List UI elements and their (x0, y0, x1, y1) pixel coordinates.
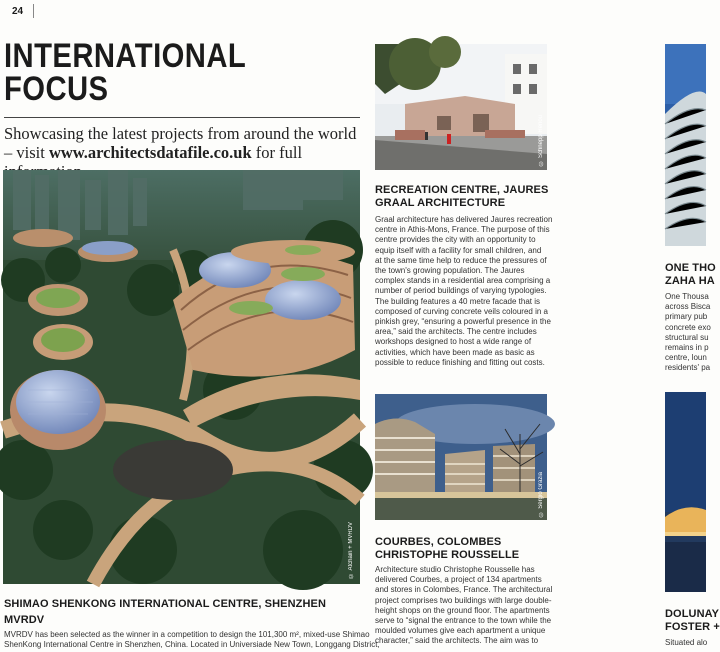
body-line: concrete exo (665, 322, 711, 332)
body-line: remains in p (665, 343, 709, 353)
courbes-article-title (375, 536, 555, 562)
body-line: at the same time help to reduce the pressures of (375, 255, 547, 265)
dolunay-title-line-2: FOSTER + (665, 621, 720, 633)
body-line: possible to reduce finishing and fitting out costs. (375, 357, 545, 367)
body-line: centre provides the city with an opportunity to (375, 235, 536, 245)
intro-text-before: Showcasing the latest projects from around the world – visit (4, 124, 357, 162)
courbes-title-line-2: CHRISTOPHE ROUSSELLE (375, 549, 520, 561)
recreation-title-line-1: RECREATION CENTRE, JAURES (375, 184, 549, 196)
body-line: serve to “signal the entrance to the town while the (375, 616, 552, 626)
body-line: equip itself with a facility for small children, and (375, 245, 542, 255)
body-line: Graal architecture has delivered Jaures recreation (375, 215, 553, 224)
body-line: and stores in Colombes, France. The architectural (375, 585, 553, 595)
main-article-title (4, 598, 364, 627)
body-line: residents' pa (665, 363, 711, 373)
section-headline (4, 37, 305, 108)
image-dolunay (665, 392, 706, 592)
courbes-image-credit: © Sergio Grazia (538, 471, 544, 516)
body-line: One Thousa (665, 292, 709, 301)
main-article-body-line-1: MVRDV has been selected as the winner in a competition to design the 101,300 m², mixed-use Shimao (4, 630, 370, 639)
recreation-article-body (375, 215, 555, 368)
body-line: Architecture studio Christophe Rousselle has (375, 565, 535, 574)
page-number: 24 (12, 6, 24, 17)
image-one-thousand (665, 44, 706, 246)
one-thousand-title-line-2: ZAHA HA (665, 275, 715, 287)
main-article-title-line-2: MVRDV (4, 614, 45, 626)
body-line: moulded volumes give each apartment a unique (375, 626, 546, 636)
body-line: number of period buildings of varying typologies. (375, 286, 547, 296)
one-thousand-title-line-1: ONE THO (665, 262, 716, 274)
main-article-title-line-1: SHIMAO SHENKONG INTERNATIONAL CENTRE, SHENZHEN (4, 598, 326, 610)
body-line: complex stands in a residential area comprising a (375, 276, 551, 286)
body-line: structural su (665, 332, 709, 342)
headline-rule (4, 117, 360, 118)
headline-line-2: FOCUS (4, 70, 109, 108)
body-line: across Bisca (665, 302, 711, 312)
body-line: centre in Athis-Mons, France. The purpose of this (375, 225, 550, 235)
image-courbes (375, 394, 547, 520)
courbes-title-line-1: COURBES, COLOMBES (375, 536, 502, 548)
one-thousand-title (665, 262, 716, 288)
body-line: height shops on the ground floor. The apartments (375, 605, 550, 615)
body-line: workshops designed to host a wide range of (375, 337, 532, 347)
body-line: Situated alo (665, 638, 708, 647)
body-line: project comprises two buildings with large double- (375, 595, 552, 605)
courbes-article-body (375, 565, 555, 647)
main-image-shimao (3, 170, 360, 584)
body-line: primary pub (665, 312, 708, 322)
body-line: composed of curving concrete veils coloured in a (375, 306, 548, 316)
main-article-body-line-2: ShenKong International Centre in Shenzhen, China. Located in Universiade New Town, Longgang District, (4, 640, 380, 650)
body-line: The building features a 40 metre facade that is (375, 296, 540, 306)
body-line: area,” said the architects. The centre includes (375, 327, 537, 337)
intro-text-after: for full (255, 143, 303, 162)
intro-link[interactable]: www.architectsdatafile.co.uk (48, 143, 252, 162)
body-line: centre, loun (665, 353, 707, 363)
body-line: the town's growing population. The Jaures (375, 266, 525, 276)
recreation-image-credit: © Schnepp Renou (538, 115, 544, 166)
headline-line-1: INTERNATIONAL (4, 37, 247, 75)
one-thousand-body (665, 292, 710, 374)
image-recreation-centre (375, 44, 547, 170)
recreation-title-line-2: GRAAL ARCHITECTURE (375, 197, 506, 209)
body-line: pinkish grey, “ensuring a powerful presence in the (375, 317, 551, 327)
body-line: delivered Courbes, a project of 134 apartments (375, 575, 542, 585)
main-image-credit: © Atchain + MVRDV (348, 522, 354, 578)
body-line: activities, which have been made as basic as (375, 347, 535, 357)
recreation-article-title (375, 184, 555, 210)
dolunay-title-line-1: DOLUNAY (665, 608, 720, 620)
dolunay-body (665, 638, 710, 648)
page-number-divider (33, 4, 34, 18)
main-article-body (4, 630, 380, 650)
body-line: character,” said the architects. The aim was to (375, 636, 539, 646)
dolunay-title (665, 608, 720, 634)
